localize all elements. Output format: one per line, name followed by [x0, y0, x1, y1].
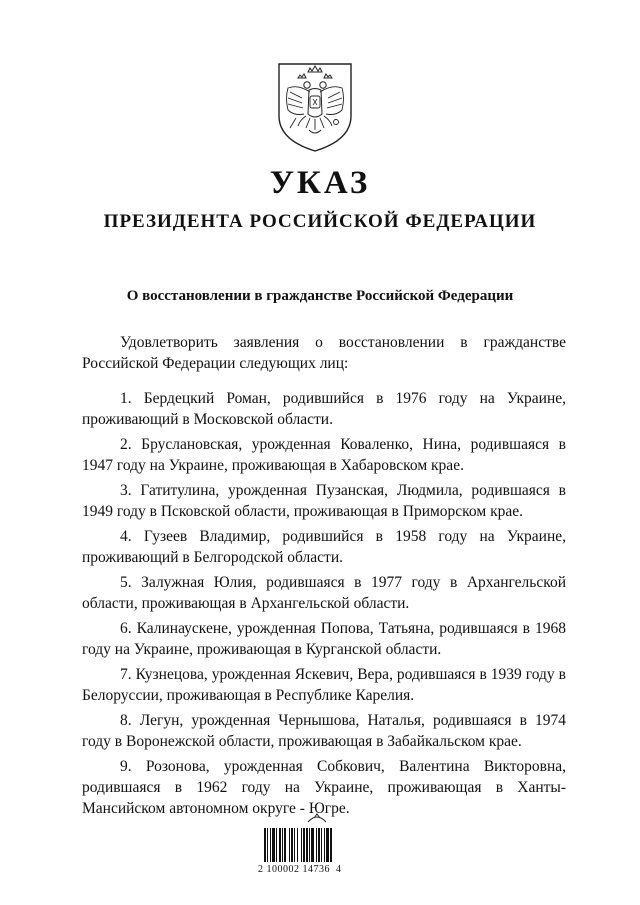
- list-item: 5. Залужная Юлия, родившаяся в 1977 году в Архангельской области, проживающая в Архангельской области.: [82, 574, 566, 612]
- decree-heading: О восстановлении в гражданстве Российской Федерации: [126, 288, 514, 304]
- list-item: 8. Легун, урожденная Чернышова, Наталья, родившаяся в 1974 году в Воронежской области, проживающая в Забайкальском крае.: [82, 712, 566, 750]
- russian-coat-of-arms-icon: [276, 58, 354, 154]
- list-item: 6. Калинаускене, урожденная Попова, Татьяна, родившаяся в 1968 году на Украине, проживающая в Курганской области.: [82, 620, 566, 658]
- barcode-icon: [262, 826, 372, 864]
- emblem-mark-icon: [306, 812, 328, 824]
- list-item: 9. Розонова, урожденная Собкович, Валентина Викторовна, родившаяся в 1962 году на Украине, проживающая в Ханты-Мансийском автономном округе - Югре.: [82, 758, 566, 817]
- list-item: 2. Бруслановская, урожденная Коваленко, Нина, родившаяся в 1947 году на Украине, проживающая в Хабаровском крае.: [82, 436, 566, 474]
- list-item: 7. Кузнецова, урожденная Яскевич, Вера, родившаяся в 1939 году в Белоруссии, проживающая в Республике Карелия.: [82, 666, 566, 704]
- document-title: УКАЗ: [269, 165, 371, 201]
- barcode-number: 2 100002 14736 4: [258, 864, 342, 875]
- document-subtitle: ПРЕЗИДЕНТА РОССИЙСКОЙ ФЕДЕРАЦИИ: [103, 211, 537, 232]
- decree-body: [82, 332, 566, 823]
- list-item: 1. Бердецкий Роман, родившийся в 1976 году на Украине, проживающий в Московской области.: [82, 390, 566, 428]
- list-item: 3. Гатитулина, урожденная Пузанская, Людмила, родившаяся в 1949 году в Псковской области, проживающая в Приморском крае.: [82, 482, 566, 520]
- list-item: 4. Гузеев Владимир, родившийся в 1958 году на Украине, проживающий в Белгородской области.: [82, 528, 566, 566]
- decree-intro: Удовлетворить заявления о восстановлении в гражданстве Российской Федерации следующих лиц:: [82, 334, 566, 372]
